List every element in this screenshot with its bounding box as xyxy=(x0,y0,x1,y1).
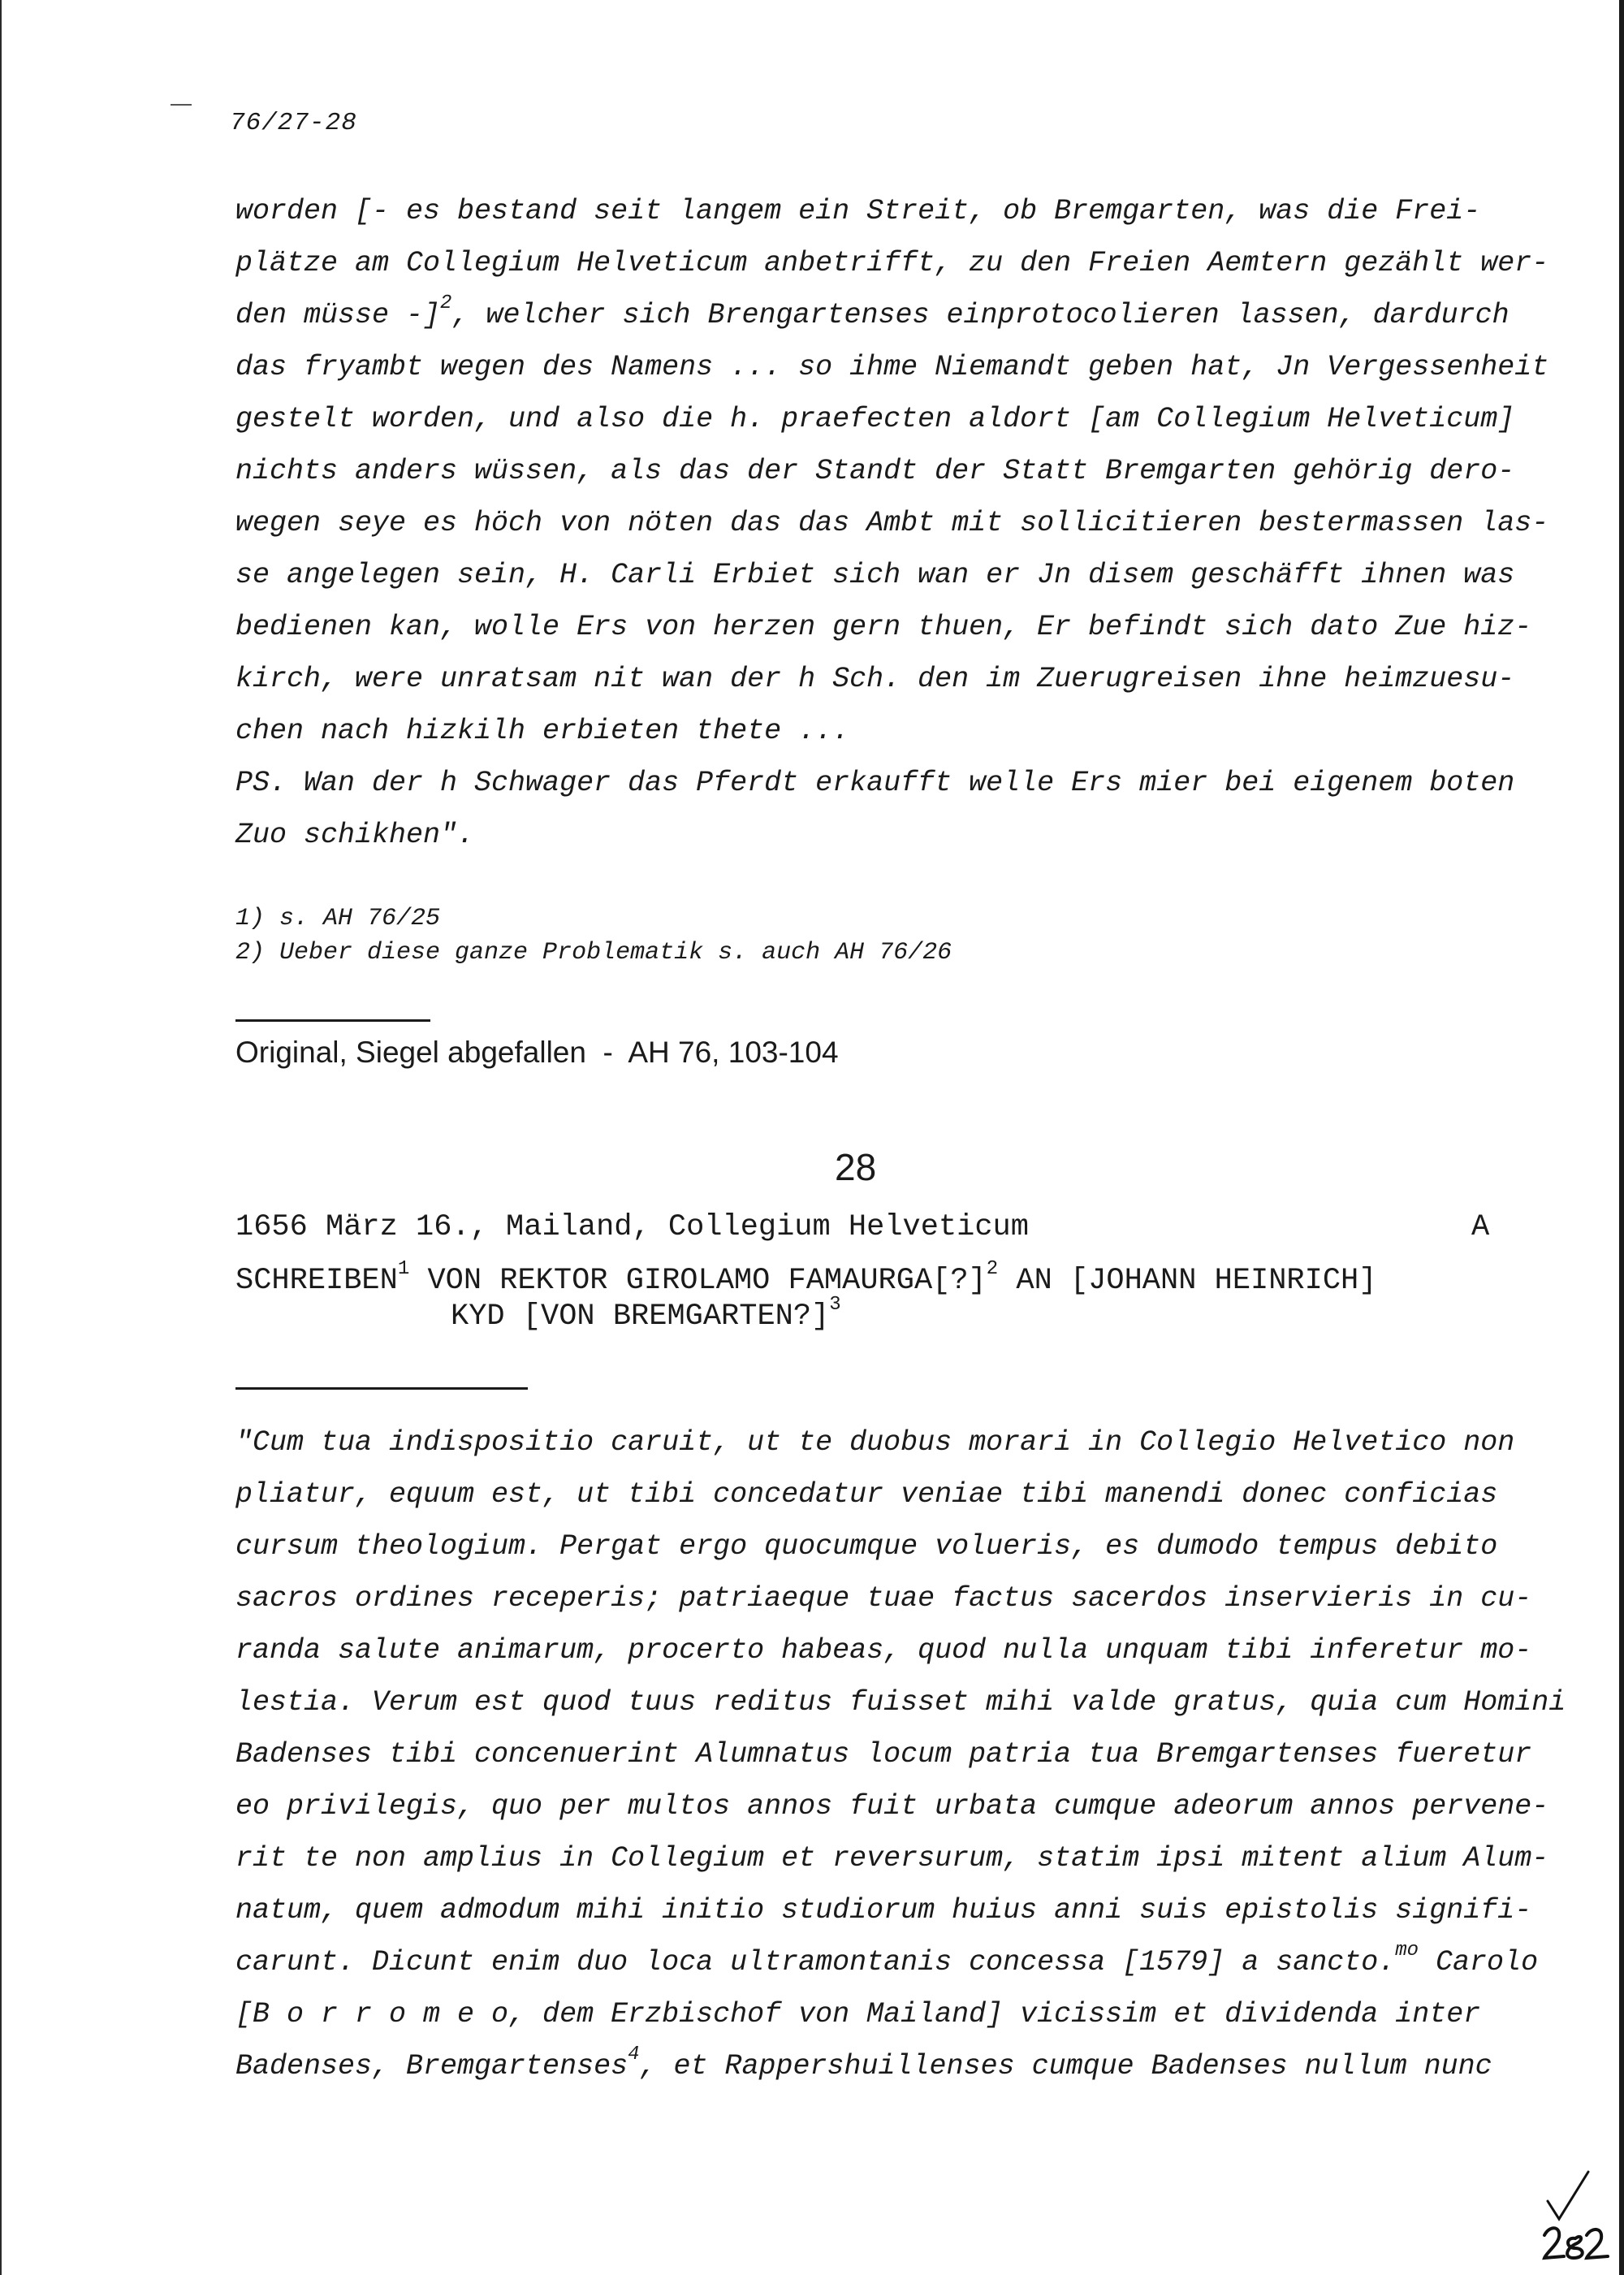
footnote-ref: 2 xyxy=(440,292,452,314)
document-category: A xyxy=(1471,1210,1490,1244)
text-line: eo privilegis, quo per multos annos fuit urbata cumque adeorum annos pervene- xyxy=(235,1790,1549,1823)
text-line: plätze am Collegium Helveticum anbetrifft, zu den Freien Aemtern gezählt wer- xyxy=(235,247,1549,279)
text-line: lestia. Verum est quod tuus reditus fuisset mihi valde gratus, quia cum Homini xyxy=(235,1686,1566,1719)
text-line: wegen seye es höch von nöten das das Ambt mit sollicitieren bestermassen las- xyxy=(235,507,1549,539)
footnote-ref: 3 xyxy=(829,1294,841,1316)
footnote-ref: 2 xyxy=(986,1258,999,1280)
text-line: sacros ordines receperis; patriaeque tuae factus sacerdos inservieris in cu- xyxy=(235,1582,1532,1615)
postscript-line: Zuo schikhen". xyxy=(235,819,475,851)
text-line: Badenses, Bremgartenses$^4$, et Rappershuillenses cumque Badenses nullum nunc xyxy=(235,2044,1492,2083)
text-line: worden [- es bestand seit langem ein Streit, ob Bremgarten, was die Frei- xyxy=(235,195,1481,227)
handwritten-page-number xyxy=(1541,2169,1614,2266)
document-date-place: 1656 März 16., Mailand, Collegium Helveticum xyxy=(235,1210,1029,1244)
text-line: nichts anders wüssen, als das der Standt der Statt Bremgarten gehörig dero- xyxy=(235,455,1515,487)
text-line: se angelegen sein, H. Carli Erbiet sich wan er Jn disem geschäfft ihnen was xyxy=(235,559,1515,591)
text-line: "Cum tua indispositio caruit, ut te duobus morari in Collegio Helvetico non xyxy=(235,1426,1515,1459)
text-line: randa salute animarum, procerto habeas, quod nulla unquam tibi inferetur mo- xyxy=(235,1634,1532,1667)
text-line: den müsse -]$^2$, welcher sich Brengartenses einprotocolieren lassen, dardurch xyxy=(235,292,1510,331)
text-line: chen nach hizkilh erbieten thete ... xyxy=(235,715,850,747)
superscript: mo xyxy=(1395,1940,1419,1961)
footnote: 1) s. AH 76/25 xyxy=(235,905,441,932)
footnote-ref: 4 xyxy=(628,2044,640,2065)
footnote-ref: 1 xyxy=(397,1258,410,1280)
footnotes xyxy=(235,902,952,970)
document-number: 28 xyxy=(835,1146,877,1188)
check-mark-icon xyxy=(1548,2172,1588,2219)
section-rule xyxy=(235,1387,528,1390)
scan-left-edge xyxy=(0,0,2,2275)
text-line: [B o r r o m e o, dem Erzbischof von Mailand] vicissim et dividenda inter xyxy=(235,1998,1481,2031)
text-line: kirch, were unratsam nit wan der h Sch. den im Zuerugreisen ihne heimzuesu- xyxy=(235,663,1515,695)
text-line: Badenses tibi concenuerint Alumnatus locum patria tua Bremgartenses fueretur xyxy=(235,1738,1532,1771)
text-line: das fryambt wegen des Namens ... so ihme Niemandt geben hat, Jn Vergessenheit xyxy=(235,351,1549,383)
corner-mark xyxy=(171,104,192,106)
document-title-line-1: SCHREIBEN$^1$ VON REKTOR GIROLAMO FAMAURGA[?]$^2$ AN [JOHANN HEINRICH] xyxy=(235,1258,1377,1298)
text-line: pliatur, equum est, ut tibi concedatur veniae tibi manendi donec conficias xyxy=(235,1478,1498,1511)
letter-27-continuation xyxy=(235,185,1549,861)
text-line: cursum theologium. Pergat ergo quocumque volueris, es dumodo tempus debito xyxy=(235,1530,1498,1563)
footnote: 2) Ueber diese ganze Problematik s. auch AH 76/26 xyxy=(235,939,952,967)
source-note: Original, Siegel abgefallen - AH 76, 103-104 xyxy=(235,1036,839,1069)
section-rule xyxy=(235,1019,430,1022)
page-reference: 76/27-28 xyxy=(230,109,357,137)
text-line: rit te non amplius in Collegium et reversurum, statim ipsi mitent alium Alum- xyxy=(235,1842,1549,1875)
document-title-line-2: KYD [VON BREMGARTEN?]$^3$ xyxy=(451,1294,841,1334)
document-28-body xyxy=(235,1416,1566,2092)
text-line: bedienen kan, wolle Ers von herzen gern thuen, Er befindt sich dato Zue hiz- xyxy=(235,611,1532,643)
scan-right-edge xyxy=(1619,0,1624,2275)
text-line: natum, quem admodum mihi initio studiorum huius anni suis epistolis signifi- xyxy=(235,1894,1532,1927)
text-line: carunt. Dicunt enim duo loca ultramontanis concessa [1579] a sancto.$^{mo}$ Carolo xyxy=(235,1940,1539,1979)
postscript-line: PS. Wan der h Schwager das Pferdt erkaufft welle Ers mier bei eigenem boten xyxy=(235,767,1515,799)
text-line: gestelt worden, und also die h. praefecten aldort [am Collegium Helveticum] xyxy=(235,403,1515,435)
